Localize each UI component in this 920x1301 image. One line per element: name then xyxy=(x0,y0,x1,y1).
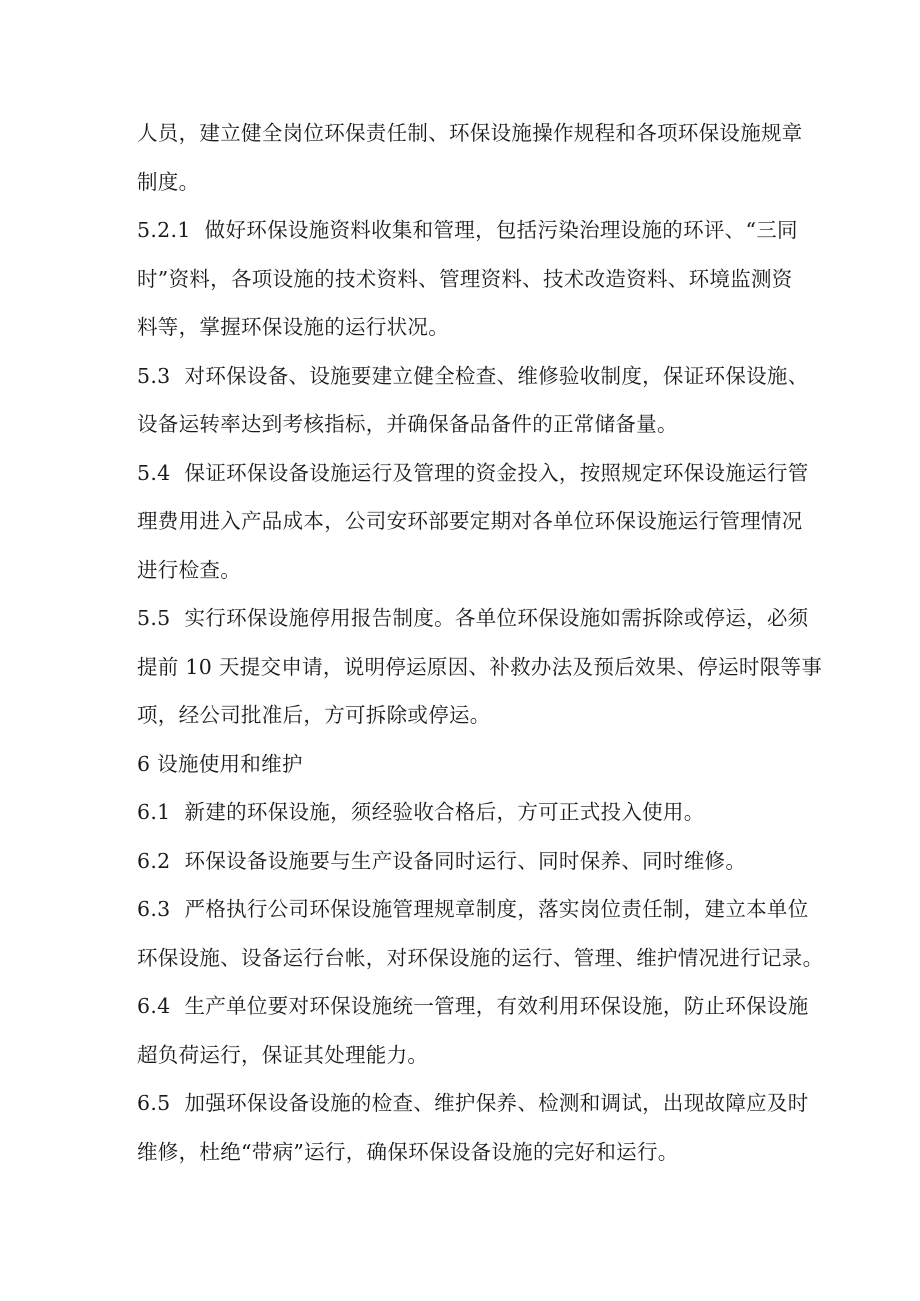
line-text: 项，经公司批准后，方可拆除或停运。 xyxy=(137,703,491,727)
line-text: 新建的环保设施，须经验收合格后，方可正式投入使用。 xyxy=(184,800,705,824)
line-text: 提前 10 天提交申请，说明停运原因、补救办法及预后效果、停运时限等事 xyxy=(137,654,823,679)
section-number: 5.4 xyxy=(137,460,171,485)
line-text: 生产单位要对环保设施统一管理，有效利用环保设施，防止环保设施 xyxy=(184,994,809,1018)
line-text: 进行检查。 xyxy=(137,557,241,582)
paragraph-line xyxy=(137,551,797,600)
line-text: 超负荷运行，保证其处理能力。 xyxy=(137,1042,429,1067)
paragraph-line xyxy=(137,599,809,648)
line-text: 理费用进入产品成本，公司安环部要定期对各单位环保设施运行管理情况 xyxy=(137,509,803,533)
line-text: 维修，杜绝“带病”运行，确保环保设备设施的完好和运行。 xyxy=(137,1139,679,1164)
section-number: 6.3 xyxy=(137,897,171,921)
line-text: 对环保设备、设施要建立健全检查、维修验收制度，保证环保设施、 xyxy=(184,363,809,388)
line-text: 人员，建立健全岗位环保责任制、环保设施操作规程和各项环保设施规章 xyxy=(137,121,803,145)
paragraph-line xyxy=(137,502,803,551)
line-text: 严格执行公司环保设施管理规章制度，落实岗位责任制，建立本单位 xyxy=(184,897,809,921)
paragraph-line xyxy=(137,405,797,454)
section-heading xyxy=(137,745,797,794)
line-text: 环保设施、设备运行台帐，对环保设施的运行、管理、维护情况进行记录。 xyxy=(137,945,824,970)
paragraph-line xyxy=(137,648,823,697)
section-number: 5.5 xyxy=(137,606,171,630)
line-text: 做好环保设施资料收集和管理，包括污染治理设施的环评、“三同 xyxy=(204,218,798,242)
paragraph-line xyxy=(137,1084,809,1133)
paragraph-line xyxy=(137,842,797,891)
paragraph-line xyxy=(137,163,797,212)
section-number: 5.3 xyxy=(137,363,171,388)
paragraph-line xyxy=(137,1036,797,1085)
paragraph-line xyxy=(137,890,809,939)
document-body xyxy=(137,114,824,1181)
line-text: 保证环保设备设施运行及管理的资金投入，按照规定环保设施运行管 xyxy=(184,460,809,485)
line-text: 制度。 xyxy=(137,169,200,194)
paragraph-line xyxy=(137,308,797,357)
line-text: 设备运转率达到考核指标，并确保备品备件的正常储备量。 xyxy=(137,412,678,436)
paragraph-line xyxy=(137,1133,797,1182)
heading-text: 6 设施使用和维护 xyxy=(137,751,303,776)
section-number: 6.2 xyxy=(137,848,171,873)
section-number: 6.4 xyxy=(137,994,171,1018)
section-number: 6.1 xyxy=(137,800,171,824)
paragraph-line xyxy=(137,260,797,309)
line-text: 加强环保设备设施的检查、维护保养、检测和调试，出现故障应及时 xyxy=(184,1091,809,1115)
line-text: 实行环保设施停用报告制度。各单位环保设施如需拆除或停运，必须 xyxy=(184,606,809,630)
section-number: 6.5 xyxy=(137,1091,171,1115)
line-text: 时”资料，各项设施的技术资料、管理资料、技术改造资料、环境监测资 xyxy=(137,266,793,291)
line-text: 环保设备设施要与生产设备同时运行、同时保养、同时维修。 xyxy=(184,848,747,873)
paragraph-line xyxy=(137,114,803,163)
paragraph-line xyxy=(137,696,797,745)
paragraph-line xyxy=(137,357,809,406)
paragraph-line xyxy=(137,987,809,1036)
paragraph-line xyxy=(137,454,809,503)
section-number: 5.2.1 xyxy=(137,218,191,242)
paragraph-line xyxy=(137,211,797,260)
line-text: 料等，掌握环保设施的运行状况。 xyxy=(137,315,449,339)
paragraph-line xyxy=(137,793,797,842)
paragraph-line xyxy=(137,939,824,988)
